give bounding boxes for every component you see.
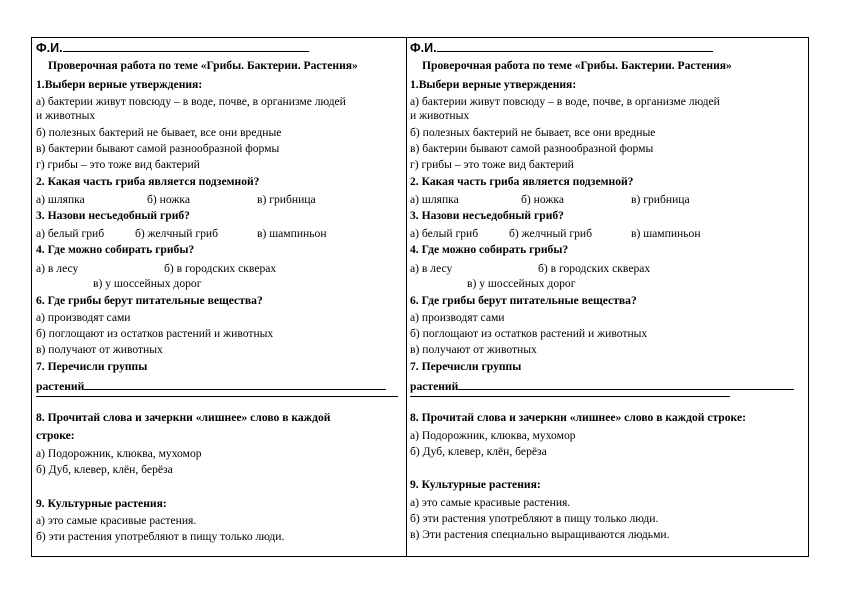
q1-option-c: в) бактерии бывают самой разнообразной формы <box>36 142 280 155</box>
q7-answer <box>36 378 386 394</box>
q6-question: 6. Где грибы берут питательные вещества? <box>36 294 263 307</box>
q9-question: 9. Культурные растения: <box>36 497 167 510</box>
q1-option-b: б) полезных бактерий не бывает, все они вредные <box>36 126 282 139</box>
q9-question: 9. Культурные растения: <box>410 478 541 491</box>
q6-option-b: б) поглощают из остатков растений и животных <box>36 327 274 340</box>
name-label: Ф.И. <box>410 41 437 55</box>
q4-question: 4. Где можно собирать грибы? <box>36 243 195 256</box>
q2-option-b: б) ножка <box>521 193 564 206</box>
q1-option-a: а) бактерии живут повсюду – в воде, почве, в организме людей <box>410 95 720 108</box>
name-blank <box>63 40 309 52</box>
q9-option-b: б) эти растения употребляют в пищу только люди. <box>36 530 285 543</box>
q9-option-a: а) это самые красивые растения. <box>36 514 197 527</box>
column-divider <box>406 38 407 556</box>
name-field <box>410 40 713 55</box>
q6-option-b: б) поглощают из остатков растений и животных <box>410 327 648 340</box>
q3-option-a: а) белый гриб <box>36 227 105 240</box>
q4-option-c: в) у шоссейных дорог <box>93 277 202 290</box>
q8-row-a: а) Подорожник, клюква, мухомор <box>410 429 576 442</box>
q7-question: 7. Перечисли группы <box>36 360 148 373</box>
q1-question: 1.Выбери верные утверждения: <box>410 78 577 91</box>
q1-option-c: в) бактерии бывают самой разнообразной формы <box>410 142 654 155</box>
q2-option-a: а) шляпка <box>36 193 85 206</box>
q6-option-c: в) получают от животных <box>410 343 537 356</box>
q9-option-b: б) эти растения употребляют в пищу только люди. <box>410 512 659 525</box>
q4-option-a: а) в лесу <box>410 262 453 275</box>
q9-option-a: а) это самые красивые растения. <box>410 496 571 509</box>
name-blank <box>437 40 713 52</box>
q8-row-b: б) Дуб, клевер, клён, берёза <box>36 463 173 476</box>
q1-option-a-cont: и животных <box>36 109 96 122</box>
worksheet-frame <box>31 37 809 557</box>
q8-question-cont: строке: <box>36 429 75 442</box>
q7-answer <box>410 378 794 394</box>
q2-option-c: в) грибница <box>257 193 316 206</box>
name-field <box>36 40 309 55</box>
q6-question: 6. Где грибы берут питательные вещества? <box>410 294 637 307</box>
q1-option-a: а) бактерии живут повсюду – в воде, почве, в организме людей <box>36 95 346 108</box>
name-label: Ф.И. <box>36 41 63 55</box>
worksheet-title: Проверочная работа по теме «Грибы. Бактерии. Растения» <box>48 59 358 72</box>
q7-answer-label: растений <box>36 380 85 393</box>
q4-option-c: в) у шоссейных дорог <box>467 277 576 290</box>
q3-option-a: а) белый гриб <box>410 227 479 240</box>
q3-option-b: б) желчный гриб <box>509 227 593 240</box>
q7-answer-blank <box>458 378 794 390</box>
q7-answer-line2 <box>410 396 730 397</box>
q2-option-b: б) ножка <box>147 193 190 206</box>
q8-row-a: а) Подорожник, клюква, мухомор <box>36 447 202 460</box>
q8-question: 8. Прочитай слова и зачеркни «лишнее» слово в каждой строке: <box>410 411 746 424</box>
q7-answer-blank <box>84 378 386 390</box>
q4-option-b: б) в городских скверах <box>164 262 277 275</box>
q2-option-c: в) грибница <box>631 193 690 206</box>
q6-option-a: а) производят сами <box>36 311 131 324</box>
q1-option-a-cont: и животных <box>410 109 470 122</box>
q4-option-a: а) в лесу <box>36 262 79 275</box>
q6-option-a: а) производят сами <box>410 311 505 324</box>
q2-question: 2. Какая часть гриба является подземной? <box>36 175 260 188</box>
q8-row-b: б) Дуб, клевер, клён, берёза <box>410 445 547 458</box>
q2-option-a: а) шляпка <box>410 193 459 206</box>
q7-answer-line2 <box>36 396 398 397</box>
q1-option-d: г) грибы – это тоже вид бактерий <box>36 158 200 171</box>
worksheet-title: Проверочная работа по теме «Грибы. Бактерии. Растения» <box>422 59 732 72</box>
q3-option-c: в) шампиньон <box>631 227 701 240</box>
q7-question: 7. Перечисли группы <box>410 360 522 373</box>
q3-question: 3. Назови несъедобный гриб? <box>36 209 190 222</box>
q2-question: 2. Какая часть гриба является подземной? <box>410 175 634 188</box>
q1-option-d: г) грибы – это тоже вид бактерий <box>410 158 574 171</box>
q3-option-c: в) шампиньон <box>257 227 327 240</box>
q8-question: 8. Прочитай слова и зачеркни «лишнее» слово в каждой <box>36 411 331 424</box>
q1-option-b: б) полезных бактерий не бывает, все они вредные <box>410 126 656 139</box>
q3-option-b: б) желчный гриб <box>135 227 219 240</box>
q4-question: 4. Где можно собирать грибы? <box>410 243 569 256</box>
q9-option-c: в) Эти растения специально выращиваются людьми. <box>410 528 670 541</box>
q1-question: 1.Выбери верные утверждения: <box>36 78 203 91</box>
q6-option-c: в) получают от животных <box>36 343 163 356</box>
q7-answer-label: растений <box>410 380 459 393</box>
q4-option-b: б) в городских скверах <box>538 262 651 275</box>
q3-question: 3. Назови несъедобный гриб? <box>410 209 564 222</box>
